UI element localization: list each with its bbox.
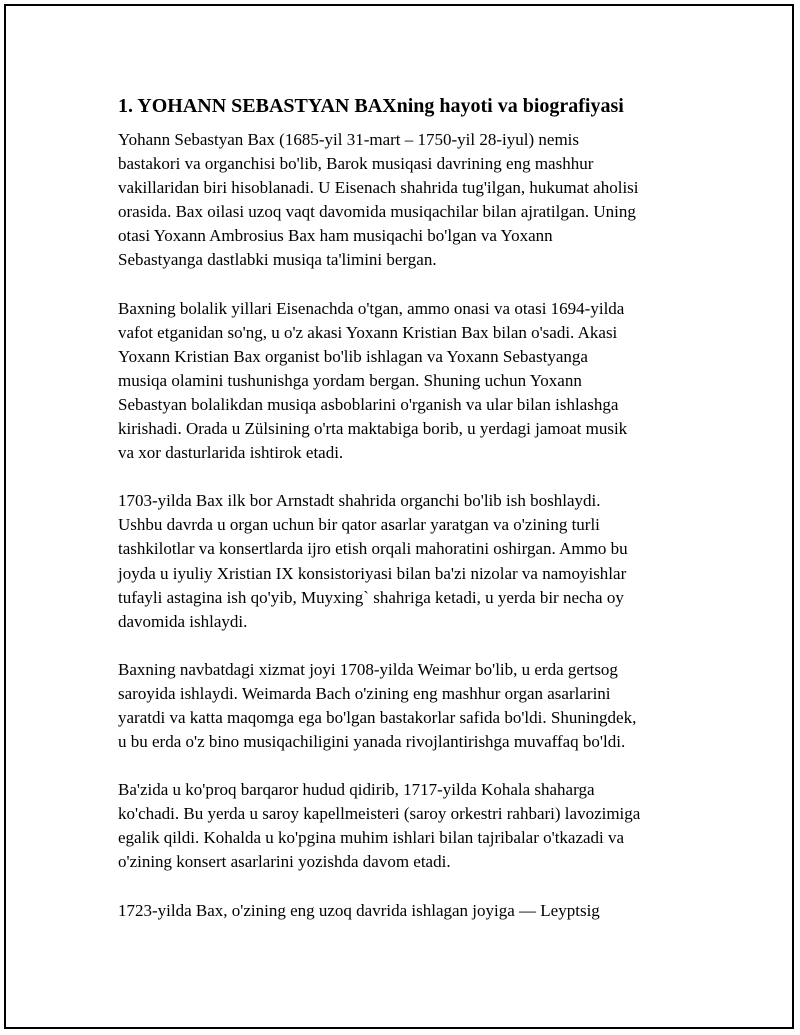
paragraph-list (118, 128, 698, 923)
text-line: egalik qildi. Kohalda u ko'pgina muhim ishlari bilan tajribalar o'tkazadi va (118, 828, 625, 848)
paragraph-5 (118, 778, 698, 874)
document-body (118, 93, 698, 947)
text-line: u bu erda o'z bino musiqachiligini yanada rivojlantirishga muvaffaq bo'ldi. (118, 732, 626, 752)
text-line: o'zining konsert asarlarini yozishda davom etadi. (118, 852, 451, 872)
text-line: Baxning navbatdagi xizmat joyi 1708-yilda Weimar bo'lib, u erda gertsog (118, 659, 618, 679)
text-line: joyda u iyuliy Xristian IX konsistoriyasi bilan ba'zi nizolar va namoyishlar (118, 563, 627, 583)
text-line: orasida. Bax oilasi uzoq vaqt davomida musiqachilar bilan ajratilgan. Uning (118, 202, 636, 222)
paragraph-4 (118, 658, 698, 754)
text-line: Ushbu davrda u organ uchun bir qator asarlar yaratgan va o'zining turli (118, 515, 600, 535)
text-line: davomida ishlaydi. (118, 611, 248, 631)
text-line: 1723-yilda Bax, o'zining eng uzoq davrida ishlagan joyiga — Leyptsig (118, 900, 600, 920)
text-line: Sebastyanga dastlabki musiqa ta'limini bergan. (118, 250, 437, 270)
text-line: tufayli astagina ish qo'yib, Muyxing` shahriga ketadi, u yerda bir necha oy (118, 587, 624, 607)
document-title: 1. YOHANN SEBASTYAN BAXning hayoti va biografiyasi (118, 95, 624, 117)
paragraph-6 (118, 899, 698, 923)
text-line: otasi Yoxann Ambrosius Bax ham musiqachi bo'lgan va Yoxann (118, 226, 553, 246)
text-line: kirishadi. Orada u Zülsining o'rta maktabiga borib, u yerdagi jamoat musik (118, 419, 628, 439)
text-line: Yohann Sebastyan Bax (1685-yil 31-mart – 1750-yil 28-iyul) nemis (118, 130, 580, 149)
text-line: vafot etganidan so'ng, u o'z akasi Yoxann Kristian Bax bilan o'sadi. Akasi (118, 322, 618, 342)
text-line: 1703-yilda Bax ilk bor Arnstadt shahrida organchi bo'lib ish boshlaydi. (118, 491, 601, 511)
text-line: Baxning bolalik yillari Eisenachda o'tgan, ammo onasi va otasi 1694-yilda (118, 298, 625, 318)
text-line: vakillaridan biri hisoblanadi. U Eisenach shahrida tug'ilgan, hukumat aholisi (118, 178, 639, 198)
text-line: ko'chadi. Bu yerda u saroy kapellmeisteri (saroy orkestri rahbari) lavozimiga (118, 804, 641, 824)
text-line: musiqa olamini tushunishga yordam bergan. Shuning uchun Yoxann (118, 370, 582, 390)
text-line: bastakori va organchisi bo'lib, Barok musiqasi davrining eng mashhur (118, 154, 594, 174)
text-line: Ba'zida u ko'proq barqaror hudud qidirib, 1717-yilda Kohala shaharga (118, 780, 595, 800)
paragraph-3 (118, 489, 698, 634)
text-line: tashkilotlar va konsertlarda ijro etish orqali mahoratini oshirgan. Ammo bu (118, 539, 628, 559)
text-line: saroyida ishlaydi. Weimarda Bach o'zining eng mashhur organ asarlarini (118, 683, 611, 703)
paragraph-1 (118, 128, 698, 273)
text-line: yaratdi va katta maqomga ega bo'lgan bastakorlar safida bo'ldi. Shuningdek, (118, 707, 637, 727)
text-line: Sebastyan bolalikdan musiqa asboblarini o'rganish va ular bilan ishlashga (118, 394, 619, 414)
paragraph-2 (118, 297, 698, 466)
text-line: Yoxann Kristian Bax organist bo'lib ishlagan va Yoxann Sebastyanga (118, 346, 588, 366)
text-line: va xor dasturlarida ishtirok etadi. (118, 443, 344, 463)
